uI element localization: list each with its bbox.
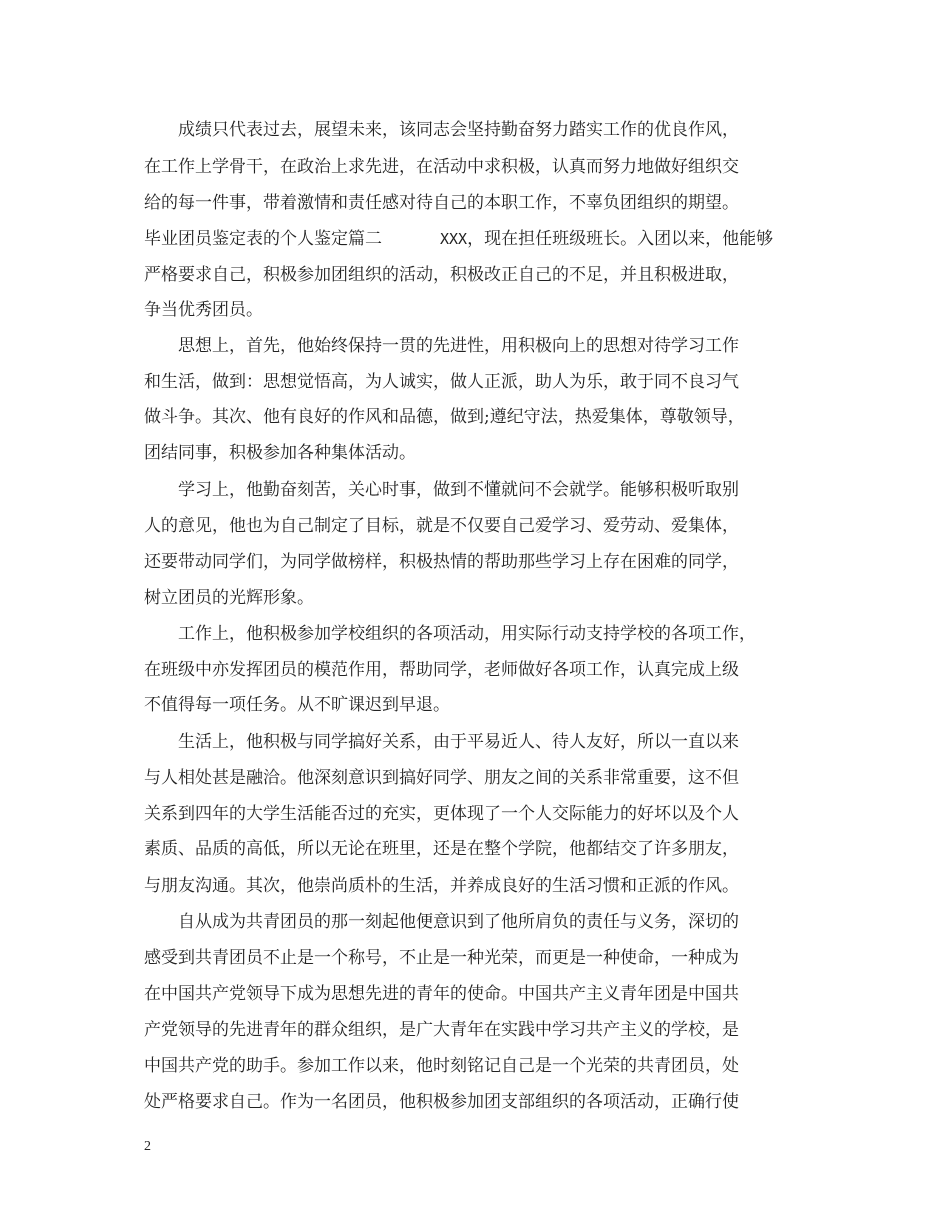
text-line: 思想上，首先，他始终保持一贯的先进性，用积极向上的思想对待学习工作 — [178, 336, 739, 356]
text-line: 给的每一件事，带着激情和责任感对待自己的本职工作，不辜负团组织的期望。 — [144, 193, 739, 213]
text-line: 做斗争。其次、他有良好的作风和品德，做到;遵纪守法，热爱集体，尊敬领导， — [144, 407, 745, 427]
text-line: 学习上，他勤奋刻苦，关心时事，做到不懂就问不会就学。能够积极听取别 — [178, 480, 739, 500]
text-line: 产党领导的先进青年的群众组织，是广大青年在实践中学习共产主义的学校，是 — [144, 1020, 739, 1040]
text-line: 不值得每一项任务。从不旷课迟到早退。 — [144, 695, 450, 715]
text-line: 中国共产党的助手。参加工作以来，他时刻铭记自己是一个光荣的共青团员，处 — [144, 1056, 739, 1076]
text-line: 在工作上学骨干，在政治上求先进，在活动中求积极，认真而努力地做好组织交 — [144, 157, 739, 177]
text-line: 处严格要求自己。作为一名团员，他积极参加团支部组织的各项活动，正确行使 — [144, 1092, 739, 1112]
text-line: 生活上，他积极与同学搞好关系，由于平易近人、待人友好，所以一直以来 — [178, 732, 739, 752]
text-line: 关系到四年的大学生活能否过的充实，更体现了一个人交际能力的好坏以及个人 — [144, 804, 739, 824]
text-line: 团结同事，积极参加各种集体活动。 — [144, 443, 416, 463]
page-number: 2 — [144, 1139, 151, 1154]
name-placeholder: XXX — [440, 230, 468, 248]
text-line: 工作上，他积极参加学校组织的各项活动，用实际行动支持学校的各项工作， — [178, 624, 756, 644]
text-line: 在中国共产党领导下成为思想先进的青年的使命。中国共产主义青年团是中国共 — [144, 984, 739, 1004]
text-line: 自从成为共青团员的那一刻起他便意识到了他所肩负的责任与义务，深切的 — [178, 912, 739, 932]
section-heading: 毕业团员鉴定表的个人鉴定篇二 — [144, 229, 382, 249]
text-line: 成绩只代表过去，展望未来，该同志会坚持勤奋努力踏实工作的优良作风， — [178, 120, 739, 140]
text-line: 和生活，做到：思想觉悟高，为人诚实，做人正派，助人为乐，敢于同不良习气 — [144, 372, 739, 392]
text-line: 与人相处甚是融洽。他深刻意识到搞好同学、朋友之间的关系非常重要，这不但 — [144, 768, 739, 788]
section-heading-line — [144, 228, 773, 250]
text-line: 还要带动同学们，为同学做榜样，积极热情的帮助那些学习上存在困难的同学， — [144, 552, 739, 572]
text-line: 树立团员的光辉形象。 — [144, 588, 314, 608]
text-line: 严格要求自己，积极参加团组织的活动，积极改正自己的不足，并且积极进取， — [144, 265, 739, 285]
text-line: 感受到共青团员不止是一个称号，不止是一种光荣，而更是一种使命，一种成为 — [144, 948, 739, 968]
heading-continuation: ，现在担任班级班长。入团以来，他能够 — [467, 229, 774, 249]
text-line: 人的意见，他也为自己制定了目标，就是不仅要自己爱学习、爱劳动、爱集体， — [144, 516, 739, 536]
text-line: 在班级中亦发挥团员的模范作用，帮助同学，老师做好各项工作，认真完成上级 — [144, 660, 739, 680]
text-line: 争当优秀团员。 — [144, 300, 263, 320]
text-line: 与朋友沟通。其次，他崇尚质朴的生活，并养成良好的生活习惯和正派的作风。 — [144, 876, 739, 896]
text-line: 素质、品质的高低，所以无论在班里，还是在整个学院，他都结交了许多朋友， — [144, 839, 739, 859]
